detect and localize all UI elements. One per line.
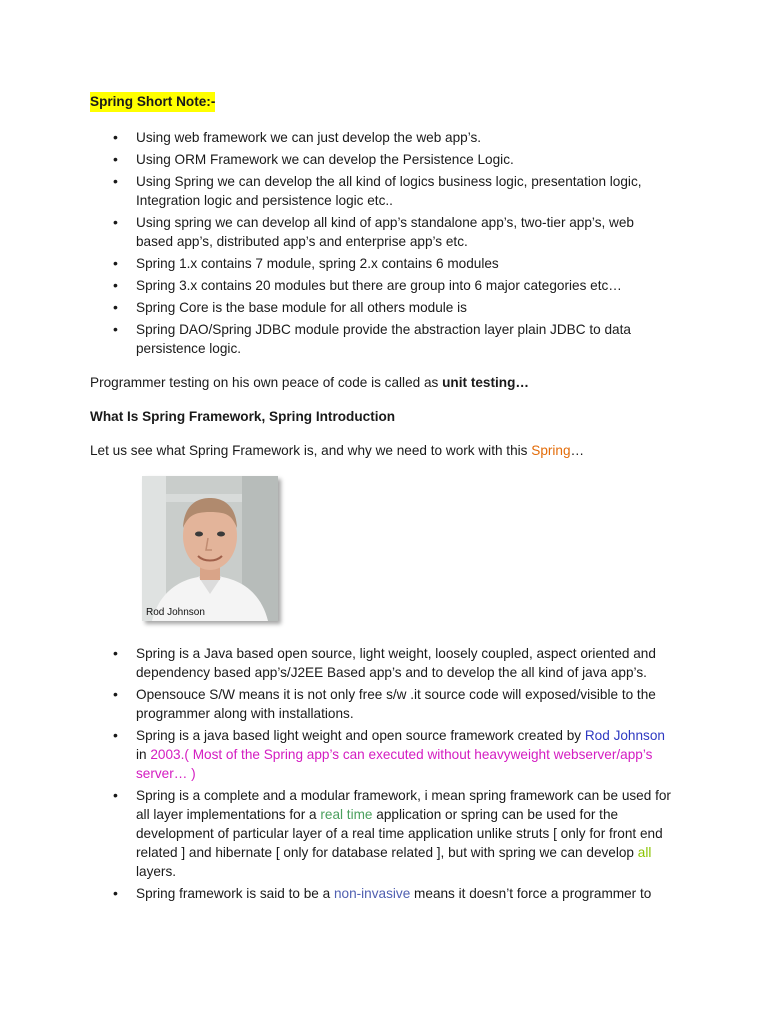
year-2003: 2003. xyxy=(150,747,185,762)
heavyweight-note: ( Most of the Spring app’s can executed without heavyweight webserver/app’s server… ) xyxy=(136,747,653,781)
intro-text: Let us see what Spring Framework is, and why we need to work with this xyxy=(90,443,532,458)
fact-text: in xyxy=(136,747,151,762)
list-item: • Spring DAO/Spring JDBC module provide the abstraction layer plain JDBC to data persistence logic. xyxy=(90,320,672,358)
short-note-heading: Spring Short Note:- xyxy=(90,92,215,112)
list-item: • Spring 1.x contains 7 module, spring 2.x contains 6 modules xyxy=(90,254,672,273)
fact-text: Spring framework is said to be a xyxy=(136,886,334,901)
unit-testing-text: Programmer testing on his own peace of code is called as xyxy=(90,375,443,390)
list-item xyxy=(90,884,672,903)
fact-text: means it doesn’t force a programmer to xyxy=(410,886,652,901)
non-invasive-term: non-invasive xyxy=(333,886,411,901)
list-item: • Spring is a Java based open source, light weight, loosely coupled, aspect oriented and dependency based app’s/J2EE Based app’s and to develop the all kind of java app’s. xyxy=(90,644,672,682)
list-item: • Spring 3.x contains 20 modules but there are group into 6 major categories etc… xyxy=(90,276,672,295)
all-term: all xyxy=(637,845,652,860)
intro-spring-link: Spring xyxy=(531,443,571,458)
fact-text: Spring is a complete and a modular framework, i mean spring framework can be used for all layer implementations for a xyxy=(136,788,671,822)
rod-johnson-photo xyxy=(142,476,278,621)
intro-suffix: … xyxy=(570,443,585,458)
rod-johnson-photo-frame xyxy=(142,476,282,624)
intro-paragraph xyxy=(90,441,672,460)
unit-testing-term: unit testing… xyxy=(442,375,529,390)
list-item xyxy=(90,786,672,881)
short-notes-list xyxy=(90,128,672,358)
list-item xyxy=(90,726,672,783)
list-item: • Using ORM Framework we can develop the Persistence Logic. xyxy=(90,150,672,169)
facts-list xyxy=(90,644,672,903)
list-item: • Opensouce S/W means it is not only free s/w .it source code will exposed/visible to the programmer along with installations. xyxy=(90,685,672,723)
list-item: • Spring Core is the base module for all others module is xyxy=(90,298,672,317)
unit-testing-paragraph xyxy=(90,373,672,392)
rod-johnson-name: Rod Johnson xyxy=(584,728,665,743)
real-time-term: real time xyxy=(320,807,373,822)
portrait-illustration xyxy=(142,476,278,621)
list-item: • Using Spring we can develop the all kind of logics business logic, presentation logic, Integration logic and persistence logic etc.. xyxy=(90,172,672,210)
fact-text: application or spring can be used for the development of particular layer of a real time application unlike struts [ only for front end related ] and hibernate [ only for database related ], but with spring we can develop xyxy=(136,807,663,860)
list-item: • Using spring we can develop all kind of app’s standalone app’s, two-tier app’s, web based app’s, distributed app’s and enterprise app’s etc. xyxy=(90,213,672,251)
photo-caption: Rod Johnson xyxy=(146,607,205,618)
fact-text: Spring is a java based light weight and open source framework created by xyxy=(136,728,585,743)
section-title: What Is Spring Framework, Spring Introduction xyxy=(90,409,396,424)
fact-text: layers. xyxy=(136,864,177,879)
list-item: • Using web framework we can just develop the web app’s. xyxy=(90,128,672,147)
